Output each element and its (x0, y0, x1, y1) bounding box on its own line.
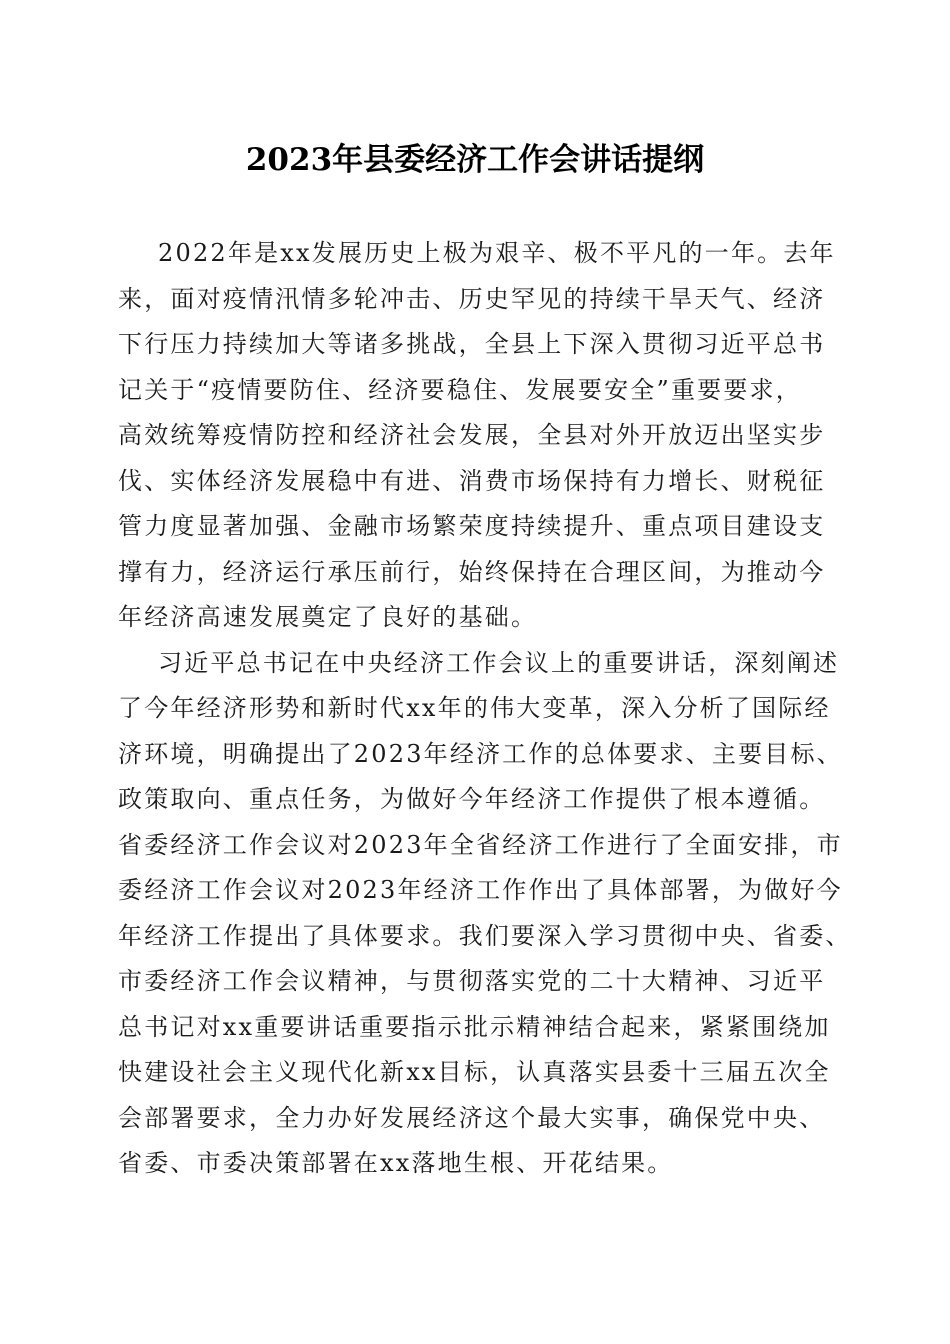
document-title: 2023年县委经济工作会讲话提纲 (245, 142, 705, 178)
text-line: 下行压力持续加大等诸多挑战，全县上下深入贯彻习近平总书 (118, 330, 826, 358)
text-line: 年经济工作提出了具体要求。我们要深入学习贯彻中央、省委、 (118, 921, 852, 950)
text-line: 记关于“疫情要防住、经济要稳住、发展要安全”重要要求， (118, 375, 802, 404)
paragraph-1 (118, 231, 848, 641)
text-line: 习近平总书记在中央经济工作会议上的重要讲话，深刻阐述 (158, 648, 840, 677)
text-line: 市委经济工作会议精神，与贯彻落实党的二十大精神、习近平 (118, 967, 826, 995)
text-line: 快建设社会主义现代化新xx目标，认真落实县委十三届五次全 (118, 1058, 831, 1086)
document-body (118, 231, 852, 1187)
text-line: 会部署要求，全力办好发展经济这个最大实事，确保党中央、 (118, 1103, 826, 1132)
text-line: 撑有力，经济运行承压前行，始终保持在合理区间，为推动今 (118, 557, 826, 586)
text-line: 总书记对xx重要讲话重要指示批示精神结合起来，紧紧围绕加 (118, 1012, 831, 1041)
text-line: 来，面对疫情汛情多轮冲击、历史罕见的持续干旱天气、经济 (118, 284, 826, 313)
text-line: 政策取向、重点任务，为做好今年经济工作提供了根本遵循。 (118, 785, 826, 813)
text-line: 2022年是xx发展历史上极为艰辛、极不平凡的一年。去年 (158, 239, 836, 267)
paragraph-2 (118, 641, 852, 1187)
text-line: 年经济高速发展奠定了良好的基础。 (118, 603, 538, 631)
text-line: 省委经济工作会议对2023年全省经济工作进行了全面安排，市 (118, 830, 843, 859)
text-line: 委经济工作会议对2023年经济工作作出了具体部署，为做好今 (118, 876, 843, 904)
text-line: 济环境，明确提出了2023年经济工作的总体要求、主要目标、 (118, 739, 843, 768)
text-line: 高效统筹疫情防控和经济社会发展，全县对外开放迈出坚实步 (118, 421, 826, 449)
text-line: 了今年经济形势和新时代xx年的伟大变革，深入分析了国际经 (118, 694, 831, 722)
text-line: 管力度显著加强、金融市场繁荣度持续提升、重点项目建设支 (118, 512, 826, 540)
text-line: 省委、市委决策部署在xx落地生根、开花结果。 (118, 1149, 674, 1177)
text-line: 伐、实体经济发展稳中有进、消费市场保持有力增长、财税征 (118, 466, 826, 495)
